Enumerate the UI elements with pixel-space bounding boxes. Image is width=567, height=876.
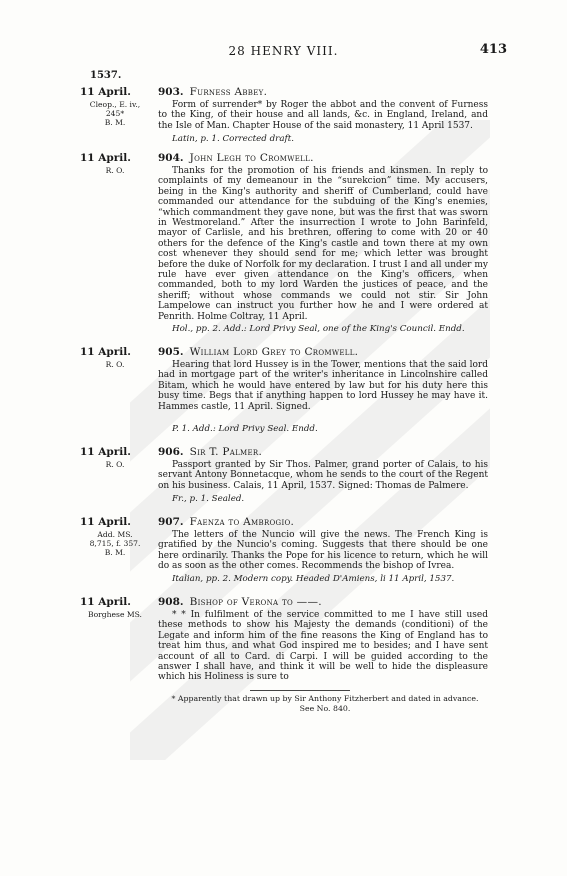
entry-source: R. O. — [105, 460, 125, 469]
entry-title: Sir T. Palmer. — [189, 446, 263, 458]
entry-source: R. O. — [105, 360, 125, 369]
entry-title: Furness Abbey. — [189, 86, 268, 98]
entry-number: 903. — [158, 86, 184, 98]
entry-title: Faenza to Ambrogio. — [189, 516, 295, 528]
entry-source: Cleop., E. iv., 245* B. M. — [89, 100, 141, 127]
page-number: 413 — [479, 42, 507, 57]
entry-meta: Hol., pp. 2. Add.: Lord Privy Seal, one of the King's Council. Endd. — [172, 324, 465, 334]
running-header: 28 HENRY VIII. — [228, 44, 339, 58]
year-label: 1537. — [90, 70, 122, 81]
entry-title: John Legh to Cromwell. — [189, 152, 314, 164]
entry-heading — [158, 446, 262, 458]
entry-body: Thanks for the promotion of his friends and kinsmen. In reply to complaints of my demeanour in the “surekcion” time. My accusers, being in the King's authority and sheriff of Cumberland, could have commanded our attendance for the subduing of the King's enemies, “which commandment they gave none, but was the first that was sworn in Westmoreland.” After the insurrection I wrote to John Barinfeld, mayor of Carlisle, and his brethren, offering to come with 20 or 40 others for the defence of the King's castle and town there at my own cost whenever they should send for me; which letter was brought before the duke of Norfolk for my declaration. I trust I and all under my rule have ever given attendance on the King's officers, when commanded, both to my lord Warden the justices of peace, and the sheriff; without whose commands we could not stir. Sir John Lampelowe can instruct you further how he and I were ordered at Penrith. Holme Coltray, 11 April. — [158, 166, 488, 322]
entry-source: R. O. — [105, 166, 125, 175]
footnote-rule — [250, 690, 350, 691]
entry-date: 11 April. — [80, 346, 131, 358]
entry-date: 11 April. — [80, 516, 131, 528]
entry-heading — [158, 346, 358, 358]
footnote-text: * Apparently that drawn up by Sir Anthony Fitzherbert and dated in advance. — [171, 694, 479, 703]
entry-body: Hearing that lord Hussey is in the Tower, mentions that the said lord had in mortgage part of the writer's inheritance in Lincolnshire called Bitam, which he would have entered by law but for his duty here this busy time. Begs that if anything happen to lord Hussey he may have it. Hammes castle, 11 April. Signed. — [158, 360, 488, 412]
entry-number: 906. — [158, 446, 184, 458]
entry-body: Form of surrender* by Roger the abbot and the convent of Furness to the King, of their house and all lands, &c. in England, Ireland, and the Isle of Man. Chapter House of the said monastery, 11 April 1537. — [158, 100, 488, 131]
entry-heading — [158, 516, 294, 528]
entry-date: 11 April. — [80, 152, 131, 164]
entry-number: 908. — [158, 596, 184, 608]
entry-number: 905. — [158, 346, 184, 358]
entry-body: * * In fulfilment of the service committed to me I have still used these methods to show his Majesty the demands (conditioni) of the Legate and inform him of the fine reasons the King of England has to treat him thus, and what God inspired me to besides; and I have sent account of all to Card. di Carpi. I will be guided according to the answer I shall have, and think it will be well to hide the displeasure which his Holiness is sure to — [158, 610, 488, 683]
entry-number: 904. — [158, 152, 184, 164]
entry-date: 11 April. — [80, 446, 131, 458]
footnote — [160, 694, 490, 713]
entry-number: 907. — [158, 516, 184, 528]
entry-heading — [158, 86, 267, 98]
footnote-reference: See No. 840. — [299, 703, 351, 713]
entry-body: The letters of the Nuncio will give the news. The French King is gratified by the Nuncio's coming. Suggests that there should be one here ordinarily. Thanks the Pope for his licence to return, which he will do as soon as the other comes. Recommends the bishop of Ivrea. — [158, 530, 488, 572]
entry-meta: P. 1. Add.: Lord Privy Seal. Endd. — [172, 424, 318, 434]
entry-meta: Fr., p. 1. Sealed. — [172, 494, 245, 504]
entry-heading — [158, 596, 322, 608]
entry-title: William Lord Grey to Cromwell. — [189, 346, 359, 358]
entry-meta: Italian, pp. 2. Modern copy. Headed D'Amiens, li 11 April, 1537. — [172, 574, 455, 584]
entry-source: Add. MS. 8,715, f. 357. B. M. — [89, 530, 141, 557]
entry-meta: Latin, p. 1. Corrected draft. — [172, 134, 294, 144]
entry-source: Borghese MS. — [88, 610, 142, 619]
entry-date: 11 April. — [80, 86, 131, 98]
entry-date: 11 April. — [80, 596, 131, 608]
entry-body: Passport granted by Sir Thos. Palmer, grand porter of Calais, to his servant Antony Bonnetacque, whom he sends to the court of the Regent on his business. Calais, 11 April, 1537. Signed: Thomas de Palmere. — [158, 460, 488, 491]
entry-title: Bishop of Verona to ——. — [189, 596, 322, 608]
entry-heading — [158, 152, 314, 164]
